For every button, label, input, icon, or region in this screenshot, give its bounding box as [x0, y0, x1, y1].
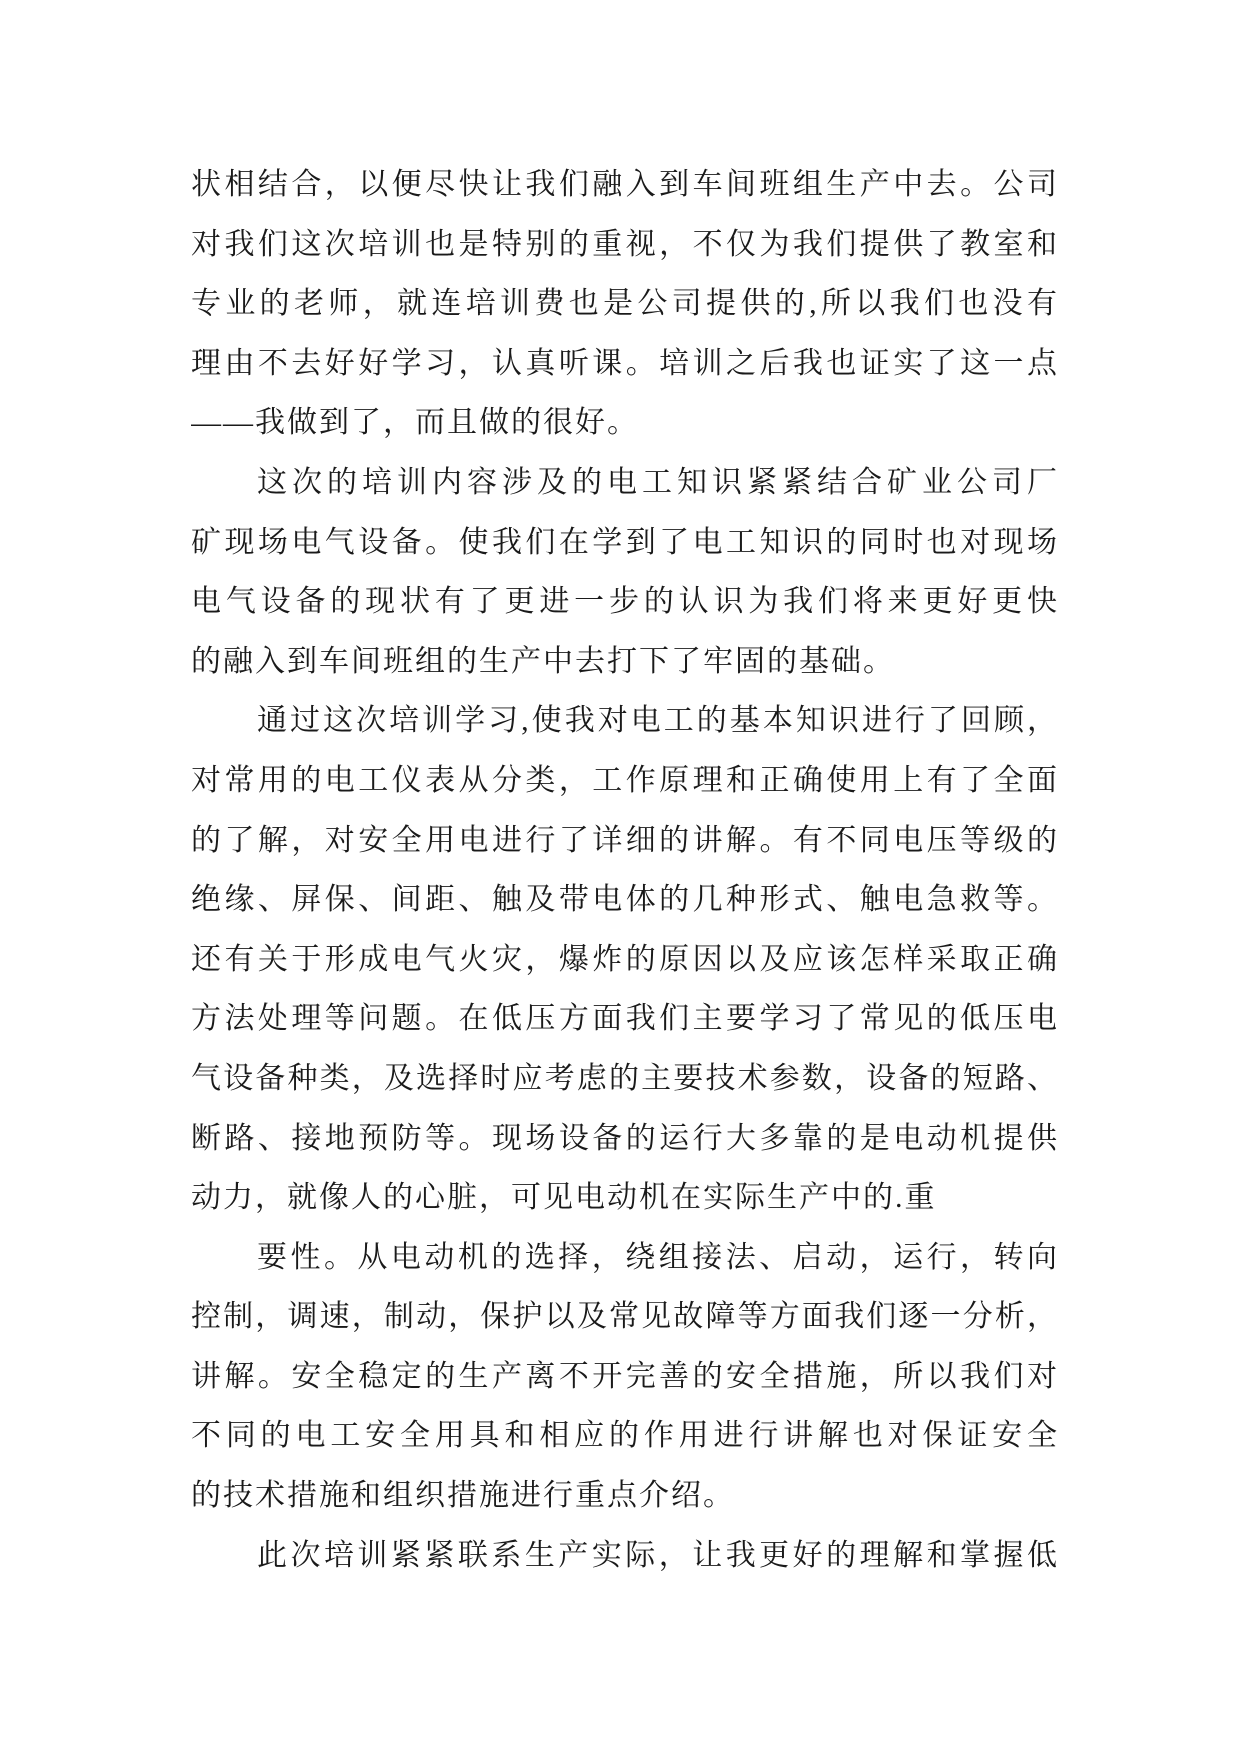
text-line: 动力，就像人的心脏，可见电动机在实际生产中的.重 [191, 1181, 937, 1215]
paragraph-4 [191, 1228, 1059, 1526]
paragraph-2 [191, 453, 1059, 691]
text-line: 通过这次培训学习,使我对电工的基本知识进行了回顾， [257, 704, 1059, 738]
text-line: 要性。从电动机的选择，绕组接法、启动，运行，转向 [257, 1240, 1059, 1274]
text-line: 矿现场电气设备。使我们在学到了电工知识的同时也对现场 [191, 525, 1059, 559]
text-line: 气设备种类，及选择时应考虑的主要技术参数，设备的短路、 [191, 1061, 1059, 1095]
text-line: 还有关于形成电气火灾，爆炸的原因以及应该怎样采取正确 [191, 942, 1059, 976]
text-line: 断路、接地预防等。现场设备的运行大多靠的是电动机提供 [191, 1121, 1059, 1155]
text-line: 讲解。安全稳定的生产离不开完善的安全措施，所以我们对 [191, 1359, 1059, 1393]
text-line: 状相结合，以便尽快让我们融入到车间班组生产中去。公司 [191, 168, 1059, 201]
paragraph-3 [191, 691, 1059, 1227]
text-line: ——我做到了，而且做的很好。 [191, 406, 639, 440]
text-line: 的融入到车间班组的生产中去打下了牢固的基础。 [191, 644, 895, 678]
text-line: 专业的老师，就连培训费也是公司提供的,所以我们也没有 [191, 287, 1059, 321]
text-line: 此次培训紧紧联系生产实际，让我更好的理解和掌握低 [257, 1538, 1059, 1572]
text-line: 方法处理等问题。在低压方面我们主要学习了常见的低压电 [191, 1002, 1059, 1036]
text-line: 控制，调速，制动，保护以及常见故障等方面我们逐一分析， [191, 1300, 1059, 1334]
body-text [191, 155, 1059, 1585]
text-line: 这次的培训内容涉及的电工知识紧紧结合矿业公司厂 [257, 465, 1059, 499]
text-line: 绝缘、屏保、间距、触及带电体的几种形式、触电急救等。 [191, 883, 1059, 917]
text-line: 的了解，对安全用电进行了详细的讲解。有不同电压等级的 [191, 823, 1059, 857]
text-line: 理由不去好好学习，认真听课。培训之后我也证实了这一点 [191, 346, 1059, 380]
text-line: 不同的电工安全用具和相应的作用进行讲解也对保证安全 [191, 1419, 1059, 1453]
text-line: 对常用的电工仪表从分类，工作原理和正确使用上有了全面 [191, 763, 1059, 797]
paragraph-5 [191, 1526, 1059, 1586]
text-line: 对我们这次培训也是特别的重视，不仅为我们提供了教室和 [191, 227, 1059, 261]
text-line: 电气设备的现状有了更进一步的认识为我们将来更好更快 [191, 585, 1059, 619]
paragraph-1 [191, 155, 1059, 453]
text-line: 的技术措施和组织措施进行重点介绍。 [191, 1479, 735, 1513]
